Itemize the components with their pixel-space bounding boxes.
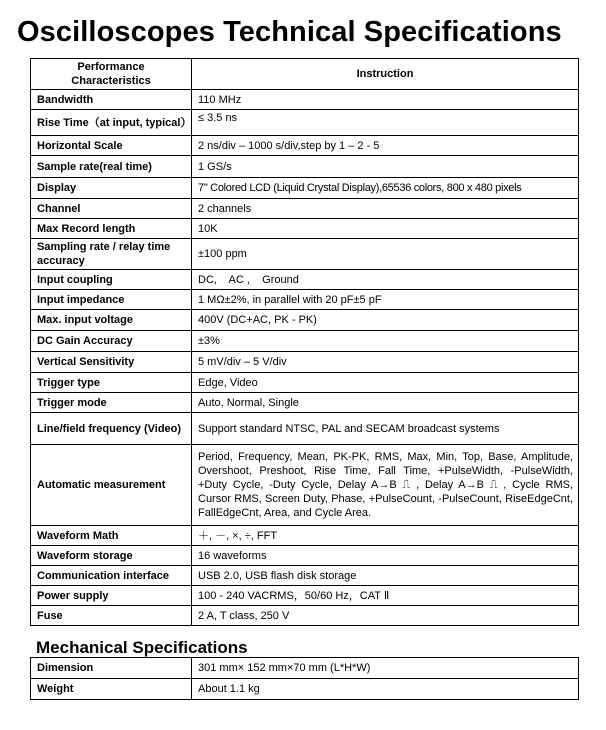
row-label: Waveform storage [31, 546, 192, 566]
row-label: Max. input voltage [31, 310, 192, 331]
row-value: 5 mV/div – 5 V/div [192, 352, 579, 373]
table-row [31, 606, 579, 626]
table-row [31, 290, 579, 310]
row-value: 7" Colored LCD (Liquid Crystal Display),65536 colors, 800 x 480 pixels [192, 178, 579, 199]
column-header-instruction: Instruction [192, 59, 579, 90]
row-label: Channel [31, 199, 192, 219]
table-row [31, 270, 579, 290]
row-label: Power supply [31, 586, 192, 606]
row-label: Max Record length [31, 219, 192, 239]
row-label: DC Gain Accuracy [31, 331, 192, 352]
row-label: Display [31, 178, 192, 199]
column-header-characteristics: Performance Characteristics [31, 59, 192, 90]
performance-spec-table [30, 58, 579, 626]
table-row [31, 136, 579, 156]
table-row [31, 445, 579, 526]
table-row [31, 413, 579, 445]
mechanical-section-title: Mechanical Specifications [36, 638, 248, 657]
row-label: Weight [31, 679, 192, 700]
table-row [31, 178, 579, 199]
row-label: Sample rate(real time) [31, 156, 192, 178]
row-label: Input coupling [31, 270, 192, 290]
row-value: About 1.1 kg [192, 679, 579, 700]
row-label: Vertical Sensitivity [31, 352, 192, 373]
table-row [31, 679, 579, 700]
table-row [31, 658, 579, 679]
row-value: 400V (DC+AC, PK - PK) [192, 310, 579, 331]
row-value: ≤ 3.5 ns [192, 110, 579, 136]
row-value: 2 ns/div – 1000 s/div,step by 1 – 2 - 5 [192, 136, 579, 156]
table-row [31, 546, 579, 566]
page-title: Oscilloscopes Technical Specifications [17, 16, 562, 48]
row-value: ±100 ppm [192, 239, 579, 270]
row-label: Communication interface [31, 566, 192, 586]
row-value: 301 mm× 152 mm×70 mm (L*H*W) [192, 658, 579, 679]
row-value: Edge, Video [192, 373, 579, 393]
table-row [31, 199, 579, 219]
row-label: Trigger mode [31, 393, 192, 413]
row-label: Line/field frequency (Video) [31, 413, 192, 445]
row-value: 2 channels [192, 199, 579, 219]
row-value: 16 waveforms [192, 546, 579, 566]
table-row [31, 156, 579, 178]
row-value: USB 2.0, USB flash disk storage [192, 566, 579, 586]
row-label: Sampling rate / relay time accuracy [31, 239, 192, 270]
row-value: 2 A, T class, 250 V [192, 606, 579, 626]
table-row [31, 526, 579, 546]
table-row [31, 219, 579, 239]
table-row [31, 331, 579, 352]
row-value: DC, AC , Ground [192, 270, 579, 290]
row-value: 110 MHz [192, 90, 579, 110]
row-label: Bandwidth [31, 90, 192, 110]
row-value: ＋, －, ×, ÷, FFT [192, 526, 579, 546]
table-row [31, 239, 579, 270]
table-row [31, 90, 579, 110]
row-label: Horizontal Scale [31, 136, 192, 156]
row-value: 10K [192, 219, 579, 239]
row-value: Auto, Normal, Single [192, 393, 579, 413]
table-row [31, 393, 579, 413]
row-value: Period, Frequency, Mean, PK-PK, RMS, Max, Min, Top, Base, Amplitude, Overshoot, Preshoot, Rise Time, Fall Time, +PulseWidth, -PulseWidth, +Duty Cycle, -Duty Cycle, Delay A→B ⎍ , Delay A→B ⎍ , Cycle RMS, Cursor RMS, Screen Duty, Phase, +PulseCount, -PulseCount, RiseEdgeCnt, FallEdgeCnt, Area, and Cycle Area. [192, 445, 579, 526]
row-label: Waveform Math [31, 526, 192, 546]
row-value: 1 MΩ±2%, in parallel with 20 pF±5 pF [192, 290, 579, 310]
table-row [31, 310, 579, 331]
row-label: Fuse [31, 606, 192, 626]
table-row [31, 373, 579, 393]
row-value: Support standard NTSC, PAL and SECAM broadcast systems [192, 413, 579, 445]
row-label: Automatic measurement [31, 445, 192, 526]
row-value: 100 - 240 VACRMS，50/60 Hz，CAT Ⅱ [192, 586, 579, 606]
row-value: ±3% [192, 331, 579, 352]
row-label: Input impedance [31, 290, 192, 310]
row-label: Rise Time（at input, typical） [31, 110, 192, 136]
row-label: Trigger type [31, 373, 192, 393]
table-row [31, 352, 579, 373]
table-row [31, 566, 579, 586]
mechanical-spec-table [30, 657, 579, 700]
row-label: Dimension [31, 658, 192, 679]
table-row [31, 110, 579, 136]
table-header-row [31, 59, 579, 90]
row-value: 1 GS/s [192, 156, 579, 178]
table-row [31, 586, 579, 606]
